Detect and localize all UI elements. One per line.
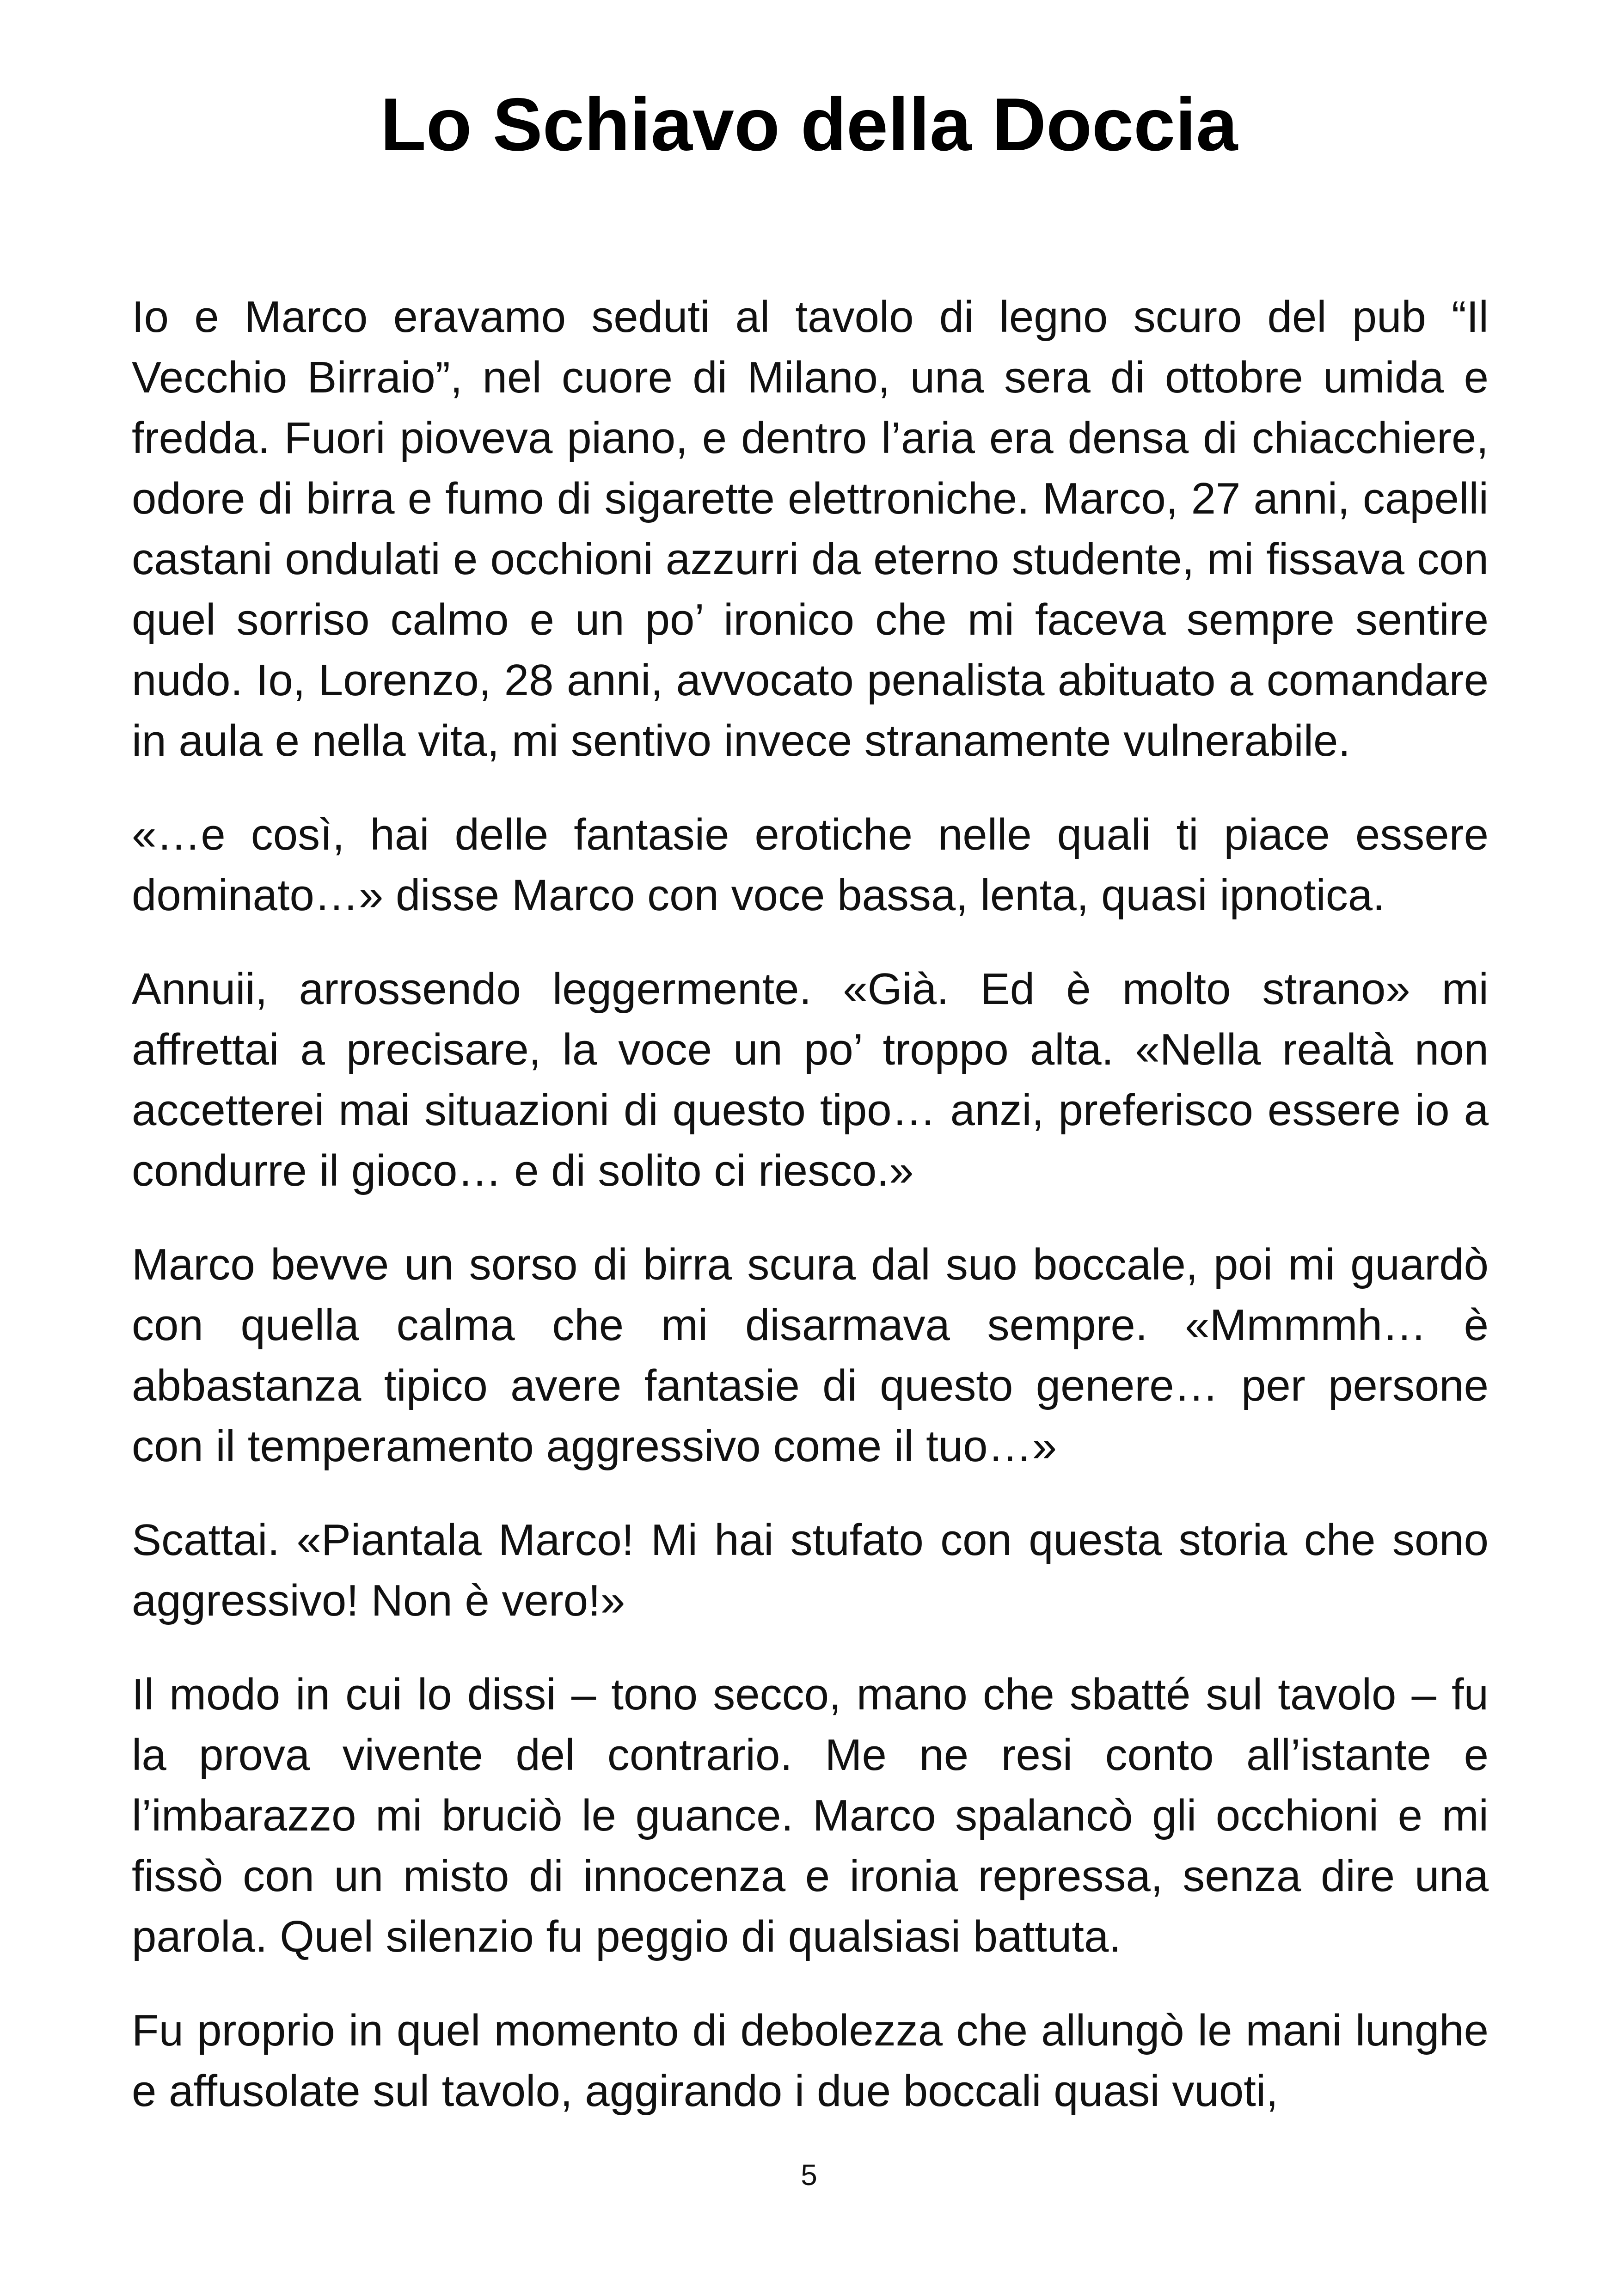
paragraph: Scattai. «Piantala Marco! Mi hai stufato con questa storia che sono aggressivo! Non è vero!» [132, 1515, 1489, 1625]
paragraph: Fu proprio in quel momento di debolezza che allungò le mani lunghe e affusolate sul tavolo, aggirando i due boccali quasi vuoti, [132, 2006, 1489, 2116]
paragraph: Marco bevve un sorso di birra scura dal suo boccale, poi mi guardò con quella calma che mi disarmava sempre. «Mmmmh… è abbastanza tipico avere fantasie di questo genere… per persone con il temperamento aggressivo come il tuo…» [132, 1240, 1489, 1471]
paragraph: Io e Marco eravamo seduti al tavolo di legno scuro del pub “Il Vecchio Birraio”, nel cuore di Milano, una sera di ottobre umida e fredda. Fuori pioveva piano, e dentro l’aria era densa di chiacchiere, odore di birra e fumo di sigarette elettroniche. Marco, 27 anni, capelli castani ondulati e occhioni azzurri da eterno studente, mi fissava con quel sorriso calmo e un po’ ironico che mi faceva sempre sentire nudo. Io, Lorenzo, 28 anni, avvocato penalista abituato a comandare in aula e nella vita, mi sentivo invece stranamente vulnerabile. [132, 292, 1489, 765]
paragraph: Il modo in cui lo dissi – tono secco, mano che sbatté sul tavolo – fu la prova vivente del contrario. Me ne resi conto all’istante e l’imbarazzo mi bruciò le guance. Marco spalancò gli occhioni e mi fissò con un misto di innocenza e ironia repressa, senza dire una parola. Quel silenzio fu peggio di qualsiasi battuta. [132, 1670, 1489, 1961]
body-text [132, 287, 1489, 2121]
paragraph: Annuii, arrossendo leggermente. «Già. Ed è molto strano» mi affrettai a precisare, la voce un po’ troppo alta. «Nella realtà non accetterei mai situazioni di questo tipo… anzi, preferisco essere io a condurre il gioco… e di solito ci riesco.» [132, 964, 1489, 1195]
page-title: Lo Schiavo della Doccia [380, 83, 1238, 166]
page-number: 5 [801, 2158, 817, 2192]
paragraph: «…e così, hai delle fantasie erotiche nelle quali ti piace essere dominato…» disse Marco con voce bassa, lenta, quasi ipnotica. [132, 810, 1489, 920]
